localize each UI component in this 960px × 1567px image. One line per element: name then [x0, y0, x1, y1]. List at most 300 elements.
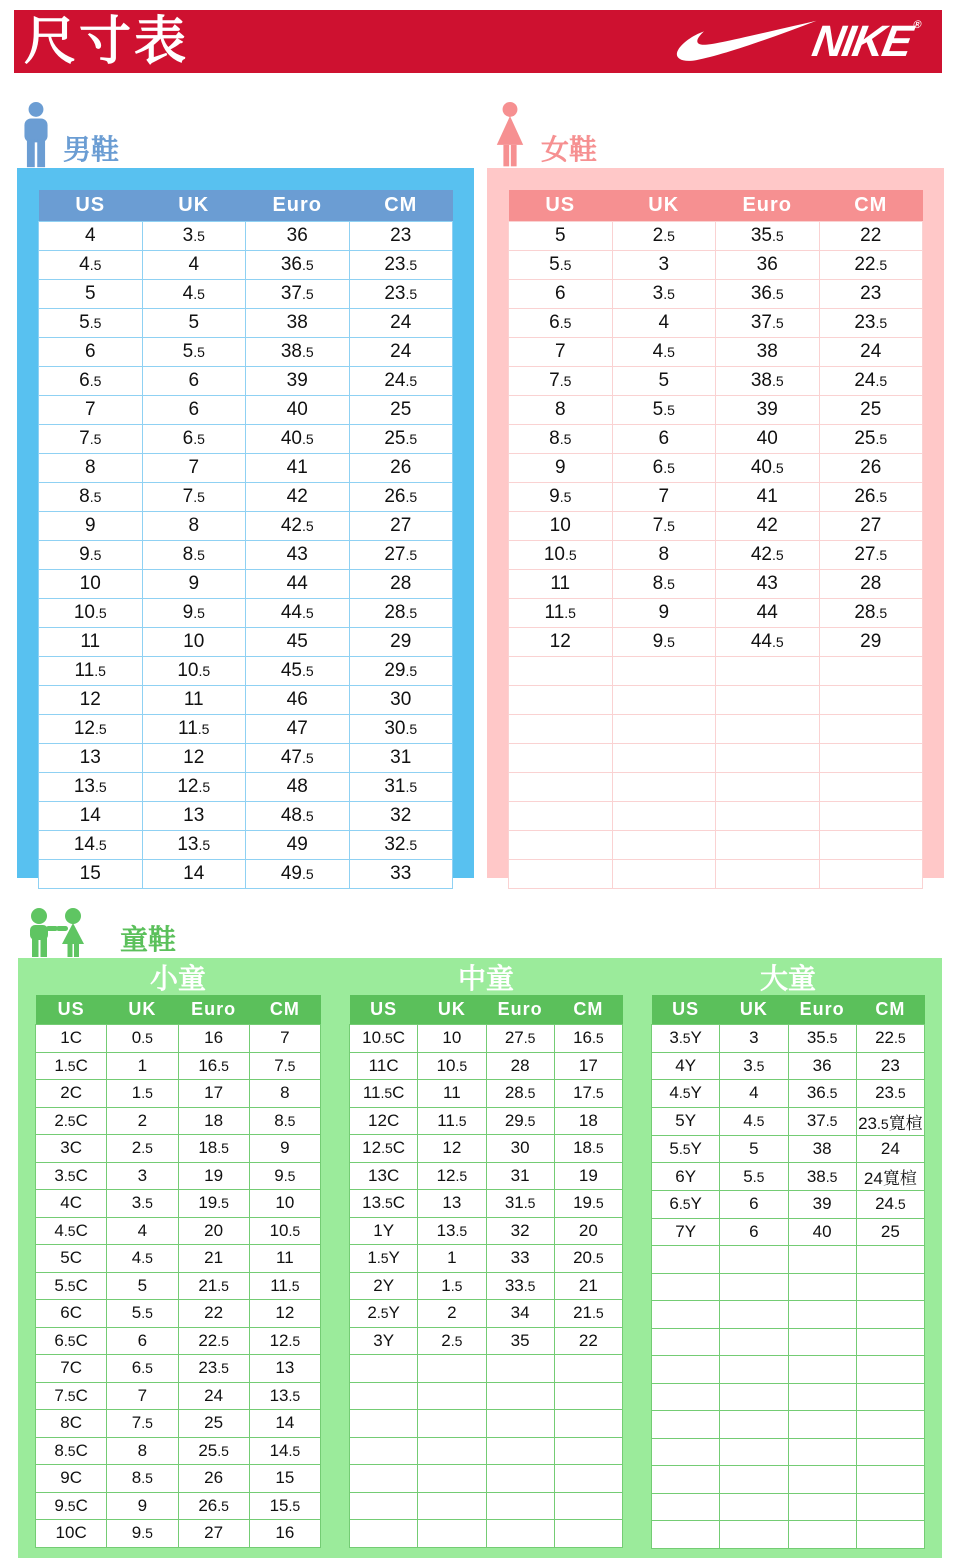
empty-cell — [720, 1301, 788, 1329]
size-cell: 12 — [142, 744, 246, 773]
kids-mid-title: 中童 — [457, 963, 514, 994]
column-header-us: US — [652, 995, 720, 1025]
size-cell: 18 — [554, 1107, 622, 1135]
size-cell: 13 — [142, 802, 246, 831]
size-cell: 12.5C — [350, 1135, 418, 1163]
size-cell: 29 — [349, 628, 453, 657]
size-cell: 1.5 — [418, 1272, 486, 1300]
size-cell: 23 — [349, 222, 453, 251]
size-cell: 7 — [142, 454, 246, 483]
size-cell: 3 — [720, 1025, 788, 1053]
empty-cell — [486, 1520, 554, 1548]
table-row — [39, 338, 453, 367]
size-cell: 6.5 — [142, 425, 246, 454]
empty-cell — [720, 1521, 788, 1549]
size-cell: 12.5 — [142, 773, 246, 802]
empty-cell — [509, 715, 613, 744]
size-cell: 12C — [350, 1107, 418, 1135]
size-cell: 8.5 — [249, 1107, 320, 1135]
size-cell: 24.5 — [819, 367, 923, 396]
table-row — [652, 1135, 925, 1163]
size-cell: 3Y — [350, 1327, 418, 1355]
empty-row — [652, 1521, 925, 1549]
empty-cell — [350, 1437, 418, 1465]
size-cell: 8.5 — [39, 483, 143, 512]
size-cell: 4.5 — [39, 251, 143, 280]
size-cell: 6 — [720, 1191, 788, 1219]
empty-row — [509, 744, 923, 773]
size-cell: 35.5 — [716, 222, 820, 251]
size-cell: 5Y — [652, 1107, 720, 1135]
table-row — [39, 570, 453, 599]
size-cell: 15 — [39, 860, 143, 889]
empty-cell — [418, 1437, 486, 1465]
size-cell: 10 — [249, 1190, 320, 1218]
women-size-table — [508, 190, 923, 889]
empty-row — [652, 1383, 925, 1411]
size-cell: 31 — [349, 744, 453, 773]
size-cell: 4 — [39, 222, 143, 251]
size-cell: 4.5 — [142, 280, 246, 309]
size-cell: 10.5 — [249, 1217, 320, 1245]
empty-cell — [509, 657, 613, 686]
empty-row — [509, 686, 923, 715]
kids-icon — [18, 908, 110, 958]
kids-big-title: 大童 — [759, 963, 816, 994]
empty-cell — [716, 860, 820, 889]
size-cell: 6 — [612, 425, 716, 454]
size-cell: 35.5 — [788, 1025, 856, 1053]
table-row — [350, 1190, 623, 1218]
column-header-us: US — [36, 995, 107, 1025]
men-table-panel — [17, 168, 474, 884]
empty-row — [350, 1382, 623, 1410]
size-cell: 10.5C — [350, 1025, 418, 1053]
size-cell: 26 — [349, 454, 453, 483]
empty-cell — [856, 1273, 924, 1301]
size-cell: 2C — [36, 1080, 107, 1108]
size-cell: 29.5 — [486, 1107, 554, 1135]
size-cell: 9 — [39, 512, 143, 541]
column-header-euro: Euro — [246, 190, 350, 222]
size-cell: 5.5 — [142, 338, 246, 367]
nike-wordmark: NIKE® — [808, 16, 923, 66]
table-row — [509, 425, 923, 454]
empty-cell — [819, 860, 923, 889]
size-cell: 6 — [39, 338, 143, 367]
size-cell: 11.5 — [142, 715, 246, 744]
size-cell: 9 — [107, 1492, 178, 1520]
table-row — [39, 396, 453, 425]
size-cell: 20.5 — [554, 1245, 622, 1273]
size-cell: 38 — [246, 309, 350, 338]
size-cell: 23.5 — [178, 1355, 249, 1383]
size-cell: 26 — [178, 1465, 249, 1493]
size-cell: 7 — [39, 396, 143, 425]
table-row — [36, 1107, 321, 1135]
empty-row — [350, 1355, 623, 1383]
empty-cell — [788, 1521, 856, 1549]
empty-cell — [652, 1521, 720, 1549]
column-header-euro: Euro — [716, 190, 820, 222]
table-row — [39, 280, 453, 309]
empty-cell — [554, 1355, 622, 1383]
nike-logo — [669, 16, 923, 67]
header-row — [350, 995, 623, 1025]
size-cell: 6.5 — [612, 454, 716, 483]
size-cell: 28.5 — [819, 599, 923, 628]
size-cell: 11.5 — [509, 599, 613, 628]
table-row — [36, 1300, 321, 1328]
size-cell: 8.5 — [509, 425, 613, 454]
size-cell: 43 — [716, 570, 820, 599]
size-cell: 19.5 — [554, 1190, 622, 1218]
table-row — [350, 1107, 623, 1135]
size-cell: 32 — [349, 802, 453, 831]
size-cell: 6.5C — [36, 1327, 107, 1355]
column-header-uk: UK — [142, 190, 246, 222]
table-row — [36, 1465, 321, 1493]
table-row — [652, 1052, 925, 1080]
empty-cell — [350, 1520, 418, 1548]
size-cell: 2 — [107, 1107, 178, 1135]
size-cell: 7 — [249, 1025, 320, 1053]
kids-big-size-table — [651, 995, 925, 1549]
table-row — [509, 280, 923, 309]
empty-cell — [612, 686, 716, 715]
size-cell: 23.5 — [349, 251, 453, 280]
empty-cell — [554, 1465, 622, 1493]
empty-row — [652, 1273, 925, 1301]
men-section — [17, 100, 474, 884]
kids-section — [18, 903, 942, 1558]
empty-row — [350, 1410, 623, 1438]
size-cell: 23.5 — [856, 1080, 924, 1108]
size-cell: 16 — [249, 1520, 320, 1548]
table-row — [509, 628, 923, 657]
size-cell: 13.5 — [39, 773, 143, 802]
size-cell: 24 — [819, 338, 923, 367]
size-cell: 23 — [819, 280, 923, 309]
empty-cell — [350, 1465, 418, 1493]
size-cell: 39 — [788, 1191, 856, 1219]
size-cell: 11.5C — [350, 1080, 418, 1108]
empty-row — [509, 773, 923, 802]
size-cell: 10 — [418, 1025, 486, 1053]
size-cell: 24.5 — [856, 1191, 924, 1219]
empty-row — [509, 860, 923, 889]
size-cell: 22.5 — [856, 1025, 924, 1053]
men-size-table — [38, 190, 453, 889]
women-table-panel — [487, 168, 944, 878]
empty-cell — [554, 1437, 622, 1465]
empty-cell — [418, 1492, 486, 1520]
size-cell: 41 — [246, 454, 350, 483]
size-cell: 5 — [720, 1135, 788, 1163]
size-cell: 5.5 — [107, 1300, 178, 1328]
kids-table-panel — [18, 958, 942, 1558]
size-cell: 22 — [178, 1300, 249, 1328]
empty-cell — [652, 1438, 720, 1466]
table-row — [39, 744, 453, 773]
size-cell: 17.5 — [554, 1080, 622, 1108]
table-row — [509, 454, 923, 483]
empty-row — [652, 1246, 925, 1274]
size-cell: 2.5C — [36, 1107, 107, 1135]
size-cell: 49 — [246, 831, 350, 860]
size-cell: 9.5 — [249, 1162, 320, 1190]
size-cell: 1C — [36, 1025, 107, 1053]
empty-cell — [856, 1411, 924, 1439]
column-header-uk: UK — [720, 995, 788, 1025]
size-cell: 13C — [350, 1162, 418, 1190]
kids-mid-size-table — [349, 995, 623, 1548]
size-cell: 19.5 — [178, 1190, 249, 1218]
size-cell: 6.5 — [39, 367, 143, 396]
size-cell: 13.5 — [249, 1382, 320, 1410]
size-cell: 20 — [554, 1217, 622, 1245]
empty-cell — [652, 1411, 720, 1439]
size-cell: 36.5 — [716, 280, 820, 309]
size-cell: 49.5 — [246, 860, 350, 889]
table-row — [36, 1272, 321, 1300]
size-cell: 12 — [509, 628, 613, 657]
table-row — [36, 1355, 321, 1383]
table-row — [652, 1218, 925, 1246]
empty-cell — [554, 1492, 622, 1520]
size-cell: 5 — [142, 309, 246, 338]
table-row — [36, 1080, 321, 1108]
size-cell: 9 — [249, 1135, 320, 1163]
size-cell: 1 — [418, 1245, 486, 1273]
size-cell: 14 — [39, 802, 143, 831]
table-row — [39, 599, 453, 628]
empty-row — [652, 1411, 925, 1439]
kids-small-size-table — [35, 995, 321, 1548]
empty-cell — [652, 1273, 720, 1301]
size-cell: 14 — [249, 1410, 320, 1438]
registered-mark: ® — [911, 18, 923, 31]
empty-cell — [788, 1356, 856, 1384]
empty-cell — [652, 1466, 720, 1494]
size-cell: 18.5 — [178, 1135, 249, 1163]
size-cell: 42 — [246, 483, 350, 512]
size-cell: 4C — [36, 1190, 107, 1218]
empty-cell — [856, 1328, 924, 1356]
empty-cell — [612, 773, 716, 802]
size-cell: 19 — [178, 1162, 249, 1190]
size-cell: 6Y — [652, 1163, 720, 1191]
table-row — [39, 309, 453, 338]
size-cell: 31.5 — [349, 773, 453, 802]
size-cell: 45.5 — [246, 657, 350, 686]
empty-row — [652, 1328, 925, 1356]
size-cell: 5C — [36, 1245, 107, 1273]
size-cell: 6 — [142, 396, 246, 425]
column-header-uk: UK — [107, 995, 178, 1025]
size-cell: 18 — [178, 1107, 249, 1135]
size-cell: 9.5 — [509, 483, 613, 512]
size-cell: 45 — [246, 628, 350, 657]
size-cell: 40.5 — [716, 454, 820, 483]
table-row — [350, 1300, 623, 1328]
size-cell: 7.5 — [509, 367, 613, 396]
table-row — [350, 1052, 623, 1080]
table-row — [36, 1520, 321, 1548]
size-cell: 23.5 — [819, 309, 923, 338]
empty-cell — [788, 1328, 856, 1356]
size-cell: 7 — [107, 1382, 178, 1410]
size-cell: 7 — [509, 338, 613, 367]
size-cell: 13 — [249, 1355, 320, 1383]
size-cell: 9.5C — [36, 1492, 107, 1520]
size-cell: 7Y — [652, 1218, 720, 1246]
table-row — [350, 1272, 623, 1300]
size-cell: 11.5 — [249, 1272, 320, 1300]
empty-cell — [720, 1493, 788, 1521]
empty-cell — [509, 831, 613, 860]
size-cell: 23.5寬楦 — [856, 1107, 924, 1135]
empty-cell — [788, 1438, 856, 1466]
empty-cell — [486, 1437, 554, 1465]
size-cell: 11 — [509, 570, 613, 599]
empty-cell — [716, 831, 820, 860]
size-cell: 16.5 — [554, 1025, 622, 1053]
size-cell: 11.5 — [418, 1107, 486, 1135]
empty-cell — [856, 1466, 924, 1494]
table-row — [39, 715, 453, 744]
size-cell: 27 — [349, 512, 453, 541]
empty-cell — [788, 1301, 856, 1329]
size-cell: 6 — [720, 1218, 788, 1246]
empty-row — [350, 1437, 623, 1465]
table-row — [350, 1025, 623, 1053]
size-cell: 39 — [246, 367, 350, 396]
table-row — [36, 1052, 321, 1080]
size-cell: 1.5C — [36, 1052, 107, 1080]
kids-section-label: 童鞋 — [120, 924, 177, 956]
size-cell: 40 — [716, 425, 820, 454]
empty-cell — [652, 1493, 720, 1521]
woman-icon — [489, 102, 531, 168]
empty-cell — [788, 1246, 856, 1274]
size-cell: 37.5 — [246, 280, 350, 309]
empty-cell — [788, 1466, 856, 1494]
size-cell: 24 — [856, 1135, 924, 1163]
size-cell: 12.5 — [249, 1327, 320, 1355]
size-cell: 4Y — [652, 1052, 720, 1080]
empty-row — [509, 802, 923, 831]
size-cell: 8.5 — [142, 541, 246, 570]
size-cell: 7.5 — [142, 483, 246, 512]
size-cell: 5.5 — [39, 309, 143, 338]
size-cell: 38.5 — [246, 338, 350, 367]
empty-row — [350, 1465, 623, 1493]
size-cell: 27 — [819, 512, 923, 541]
size-cell: 4.5 — [612, 338, 716, 367]
size-cell: 36 — [788, 1052, 856, 1080]
size-cell: 3.5 — [720, 1052, 788, 1080]
size-cell: 31 — [486, 1162, 554, 1190]
size-cell: 13.5C — [350, 1190, 418, 1218]
size-cell: 11 — [418, 1080, 486, 1108]
size-cell: 24寬楦 — [856, 1163, 924, 1191]
size-cell: 11.5 — [39, 657, 143, 686]
size-cell: 40 — [246, 396, 350, 425]
size-cell: 5 — [612, 367, 716, 396]
table-row — [39, 686, 453, 715]
size-cell: 37.5 — [788, 1107, 856, 1135]
empty-cell — [819, 802, 923, 831]
size-cell: 28 — [819, 570, 923, 599]
table-row — [39, 425, 453, 454]
table-row — [350, 1135, 623, 1163]
empty-cell — [418, 1410, 486, 1438]
empty-cell — [788, 1411, 856, 1439]
empty-cell — [788, 1383, 856, 1411]
empty-cell — [856, 1438, 924, 1466]
size-cell: 27.5 — [349, 541, 453, 570]
table-row — [39, 541, 453, 570]
size-cell: 7.5C — [36, 1382, 107, 1410]
size-cell: 8.5C — [36, 1437, 107, 1465]
size-cell: 2.5Y — [350, 1300, 418, 1328]
size-cell: 40.5 — [246, 425, 350, 454]
size-cell: 9.5 — [39, 541, 143, 570]
size-cell: 25 — [856, 1218, 924, 1246]
empty-cell — [554, 1410, 622, 1438]
size-cell: 17 — [554, 1052, 622, 1080]
size-cell: 3.5 — [107, 1190, 178, 1218]
size-cell: 47.5 — [246, 744, 350, 773]
empty-cell — [856, 1356, 924, 1384]
empty-cell — [720, 1383, 788, 1411]
empty-row — [350, 1492, 623, 1520]
size-cell: 12 — [418, 1135, 486, 1163]
column-header-uk: UK — [418, 995, 486, 1025]
size-cell: 3.5Y — [652, 1025, 720, 1053]
table-row — [39, 483, 453, 512]
table-row — [36, 1437, 321, 1465]
size-cell: 21.5 — [178, 1272, 249, 1300]
size-cell: 19 — [554, 1162, 622, 1190]
empty-cell — [652, 1356, 720, 1384]
column-header-cm: CM — [819, 190, 923, 222]
size-cell: 25.5 — [178, 1437, 249, 1465]
size-cell: 26.5 — [349, 483, 453, 512]
size-cell: 5.5 — [720, 1163, 788, 1191]
table-row — [350, 1245, 623, 1273]
table-row — [509, 483, 923, 512]
size-cell: 10 — [509, 512, 613, 541]
empty-cell — [350, 1410, 418, 1438]
empty-cell — [652, 1301, 720, 1329]
size-cell: 2.5 — [612, 222, 716, 251]
size-cell: 44 — [246, 570, 350, 599]
header-banner — [14, 10, 942, 73]
empty-row — [652, 1301, 925, 1329]
empty-cell — [716, 773, 820, 802]
empty-cell — [418, 1382, 486, 1410]
size-cell: 16.5 — [178, 1052, 249, 1080]
table-row — [509, 541, 923, 570]
size-cell: 7.5 — [39, 425, 143, 454]
size-cell: 8 — [107, 1437, 178, 1465]
men-section-label: 男鞋 — [63, 134, 120, 166]
size-cell: 8 — [249, 1080, 320, 1108]
empty-cell — [509, 773, 613, 802]
size-cell: 38 — [716, 338, 820, 367]
